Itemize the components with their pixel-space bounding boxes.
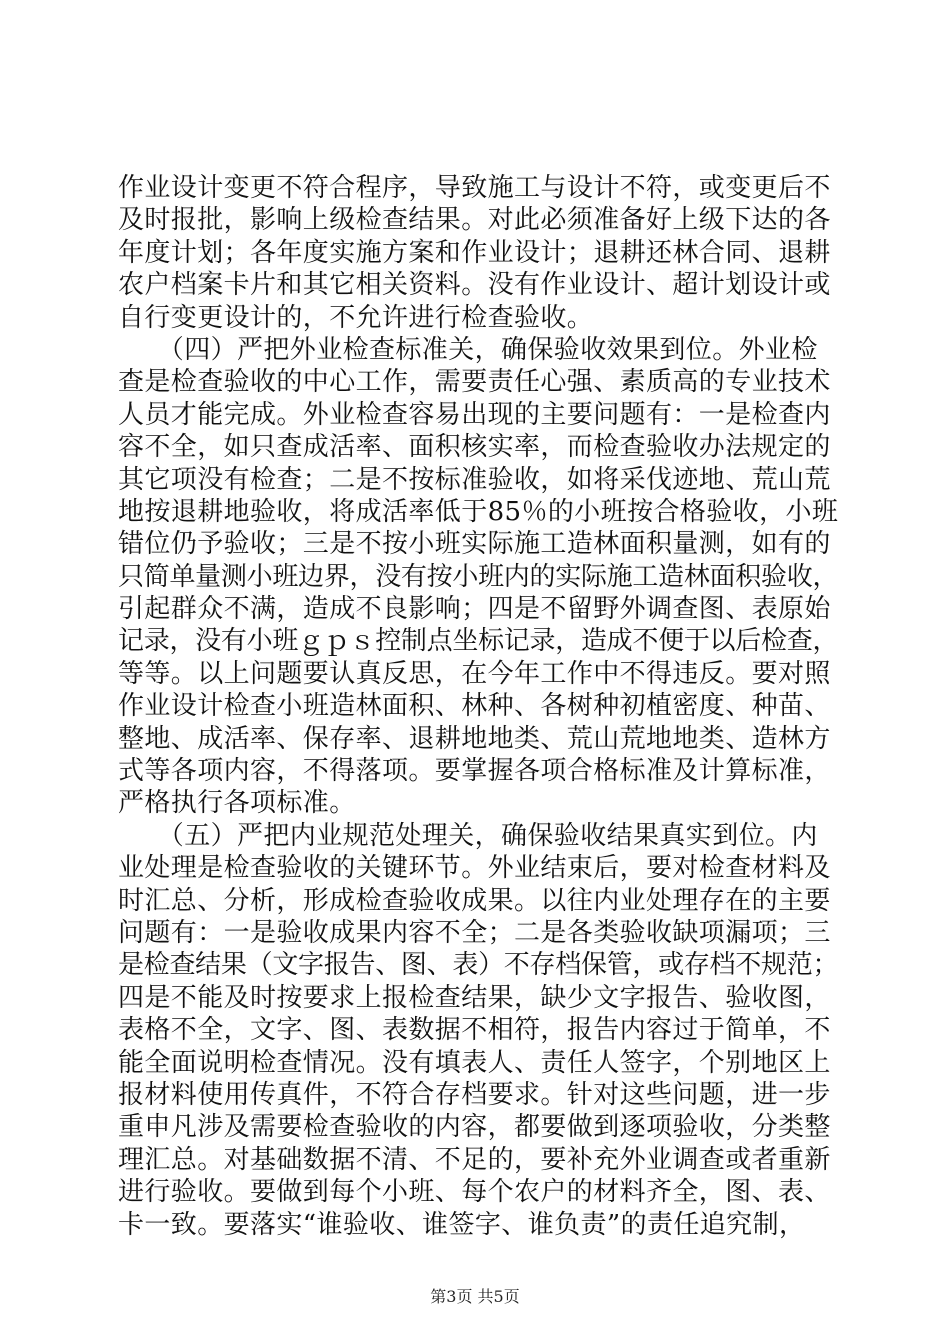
page-footer: 第3页 共5页 bbox=[430, 1287, 520, 1306]
text-line: 问题有：一是验收成果内容不全；二是各类验收缺项漏项；三 bbox=[118, 917, 831, 948]
text-line: 记录，没有小班ｇｐｓ控制点坐标记录，造成不便于以后检查， bbox=[118, 626, 839, 657]
text-line: 是检查结果（文字报告、图、表）不存档保管，或存档不规范； bbox=[118, 950, 839, 981]
text-line: 式等各项内容，不得落项。要掌握各项合格标准及计算标准， bbox=[118, 756, 831, 787]
text-line: 地按退耕地验收，将成活率低于85％的小班按合格验收，小班 bbox=[118, 496, 839, 527]
text-line: 表格不全，文字、图、表数据不相符，报告内容过于简单，不 bbox=[118, 1015, 831, 1046]
text-line: 只简单量测小班边界，没有按小班内的实际施工造林面积验收， bbox=[118, 561, 839, 592]
text-line: 重申凡涉及需要检查验收的内容，都要做到逐项验收，分类整 bbox=[118, 1112, 831, 1143]
text-line: 其它项没有检查；二是不按标准验收，如将采伐迹地、荒山荒 bbox=[118, 464, 831, 495]
text-line: 报材料使用传真件，不符合存档要求。针对这些问题，进一步 bbox=[118, 1079, 831, 1110]
body-text bbox=[118, 172, 838, 1241]
text-line: 年度计划；各年度实施方案和作业设计；退耕还林合同、退耕 bbox=[118, 237, 831, 268]
text-line: 农户档案卡片和其它相关资料。没有作业设计、超计划设计或 bbox=[118, 270, 831, 301]
text-line: 能全面说明检查情况。没有填表人、责任人签字，个别地区上 bbox=[118, 1047, 831, 1078]
text-line: 业处理是检查验收的关键环节。外业结束后，要对检查材料及 bbox=[118, 853, 831, 884]
text-line: 进行验收。要做到每个小班、每个农户的材料齐全，图、表、 bbox=[118, 1177, 831, 1208]
text-line: 整地、成活率、保存率、退耕地地类、荒山荒地地类、造林方 bbox=[118, 723, 831, 754]
text-line: 等等。以上问题要认真反思，在今年工作中不得违反。要对照 bbox=[118, 658, 831, 689]
text-line: 人员才能完成。外业检查容易出现的主要问题有：一是检查内 bbox=[118, 399, 831, 430]
text-line: 自行变更设计的，不允许进行检查验收。 bbox=[118, 302, 594, 333]
text-line: 查是检查验收的中心工作，需要责任心强、素质高的专业技术 bbox=[118, 367, 831, 398]
text-line: 错位仍予验收；三是不按小班实际施工造林面积量测，如有的 bbox=[118, 529, 831, 560]
text-line: 作业设计检查小班造林面积、林种、各树种初植密度、种苗、 bbox=[118, 691, 831, 722]
text-line: 四是不能及时按要求上报检查结果，缺少文字报告、验收图， bbox=[118, 982, 831, 1013]
text-line: 时汇总、分析，形成检查验收成果。以往内业处理存在的主要 bbox=[118, 885, 831, 916]
text-line: 严格执行各项标准。 bbox=[118, 788, 356, 819]
text-line: 容不全，如只查成活率、面积核实率，而检查验收办法规定的 bbox=[118, 432, 831, 463]
text-line: （五）严把内业规范处理关，确保验收结果真实到位。内 bbox=[118, 820, 818, 851]
text-line: 引起群众不满，造成不良影响；四是不留野外调查图、表原始 bbox=[118, 594, 831, 625]
text-line: 卡一致。要落实“谁验收、谁签字、谁负责”的责任追究制， bbox=[118, 1209, 806, 1240]
text-line: 作业设计变更不符合程序，导致施工与设计不符，或变更后不 bbox=[118, 173, 831, 203]
text-line: 及时报批，影响上级检查结果。对此必须准备好上级下达的各 bbox=[118, 205, 831, 236]
text-line: （四）严把外业检查标准关，确保验收效果到位。外业检 bbox=[118, 334, 818, 365]
text-line: 理汇总。对基础数据不清、不足的，要补充外业调查或者重新 bbox=[118, 1144, 831, 1175]
